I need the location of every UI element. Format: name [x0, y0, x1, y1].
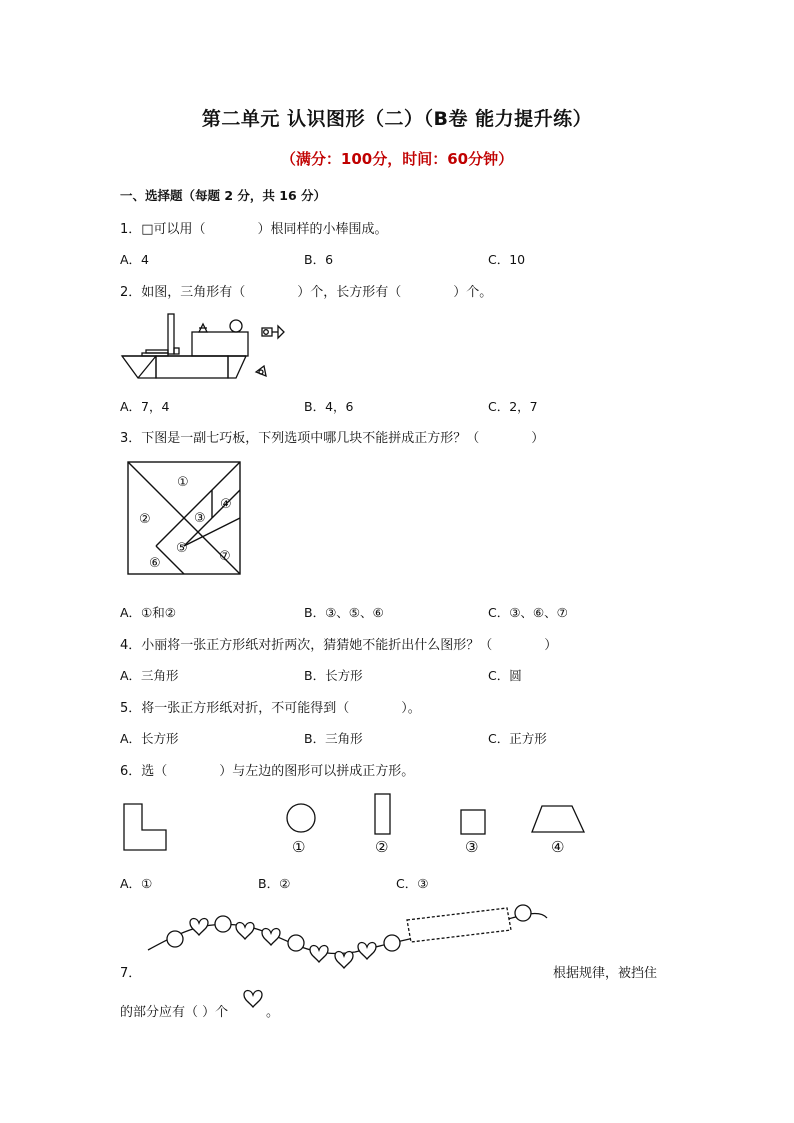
- covered-part: [407, 908, 511, 942]
- square-shape: [461, 810, 485, 834]
- question-3-text: 3．下图是一副七巧板，下列选项中哪几块不能拼成正方形？（ ）: [120, 431, 545, 446]
- question-1-text: 1．□可以用（ ）根同样的小棒围成。: [120, 222, 388, 237]
- tall-rect-shape: [375, 794, 390, 834]
- shape-label-1: ①: [292, 838, 306, 856]
- bead-string-figure: [145, 900, 555, 970]
- shape-label-4: ④: [551, 838, 565, 856]
- section-heading: 一、选择题（每题 2 分，共 16 分）: [120, 188, 327, 203]
- q2-option-b[interactable]: B．4，6: [304, 399, 354, 414]
- q3-option-c[interactable]: C．③、⑥、⑦: [488, 605, 568, 620]
- q1-option-b[interactable]: B．6: [304, 252, 334, 267]
- question-7-text-right: 根据规律，被挡住: [553, 966, 658, 981]
- q1-option-a[interactable]: A．4: [120, 252, 150, 267]
- q6-option-c[interactable]: C．③: [396, 876, 429, 891]
- q5-option-c[interactable]: C．正方形: [488, 731, 547, 746]
- l-shape: [124, 804, 166, 850]
- tangram-figure: [127, 461, 241, 575]
- trapezoid-shape: [532, 806, 584, 832]
- question-6-text: 6．选（ ）与左边的图形可以拼成正方形。: [120, 764, 415, 779]
- q3-option-a[interactable]: A．①和②: [120, 605, 176, 620]
- q5-option-a[interactable]: A．长方形: [120, 731, 179, 746]
- q4-option-c[interactable]: C．圆: [488, 668, 522, 683]
- q2-option-a[interactable]: A．7，4: [120, 399, 170, 414]
- question-7-text-line2: 的部分应有（ ）个: [120, 1005, 229, 1020]
- tangram-label-4: ④: [220, 497, 232, 512]
- tangram-label-5: ⑤: [176, 541, 188, 556]
- q6-option-b[interactable]: B．②: [258, 876, 291, 891]
- boat-figure: [118, 310, 293, 385]
- page-title: 第二单元 认识图形（二）（B卷 能力提升练）: [201, 108, 593, 130]
- tangram-label-6: ⑥: [149, 556, 161, 571]
- tangram-label-1: ①: [177, 475, 189, 490]
- question-4-text: 4．小丽将一张正方形纸对折两次，猜猜她不能折出什么图形？（ ）: [120, 638, 558, 653]
- shape-label-3: ③: [465, 838, 479, 856]
- q2-option-c[interactable]: C．2，7: [488, 399, 538, 414]
- q4-option-a[interactable]: A．三角形: [120, 668, 179, 683]
- tangram-label-2: ②: [139, 512, 151, 527]
- circle-shape: [287, 804, 315, 832]
- question-7-number: 7．: [120, 966, 142, 981]
- heart-icon: [242, 988, 264, 1010]
- page-subtitle: （满分：100分，时间：60分钟）: [280, 150, 514, 168]
- q3-option-b[interactable]: B．③、⑤、⑥: [304, 605, 384, 620]
- shape-label-2: ②: [375, 838, 389, 856]
- question-2-text: 2．如图，三角形有（ ）个，长方形有（ ）个。: [120, 285, 493, 300]
- question-7-period: 。: [266, 1005, 280, 1020]
- tangram-label-7: ⑦: [219, 549, 231, 564]
- tangram-label-3: ③: [194, 511, 206, 526]
- q4-option-b[interactable]: B．长方形: [304, 668, 363, 683]
- question-5-text: 5．将一张正方形纸对折，不可能得到（ ）。: [120, 701, 421, 716]
- q6-option-a[interactable]: A．①: [120, 876, 153, 891]
- q6-shapes: [120, 792, 590, 862]
- q5-option-b[interactable]: B．三角形: [304, 731, 363, 746]
- q1-option-c[interactable]: C．10: [488, 252, 526, 267]
